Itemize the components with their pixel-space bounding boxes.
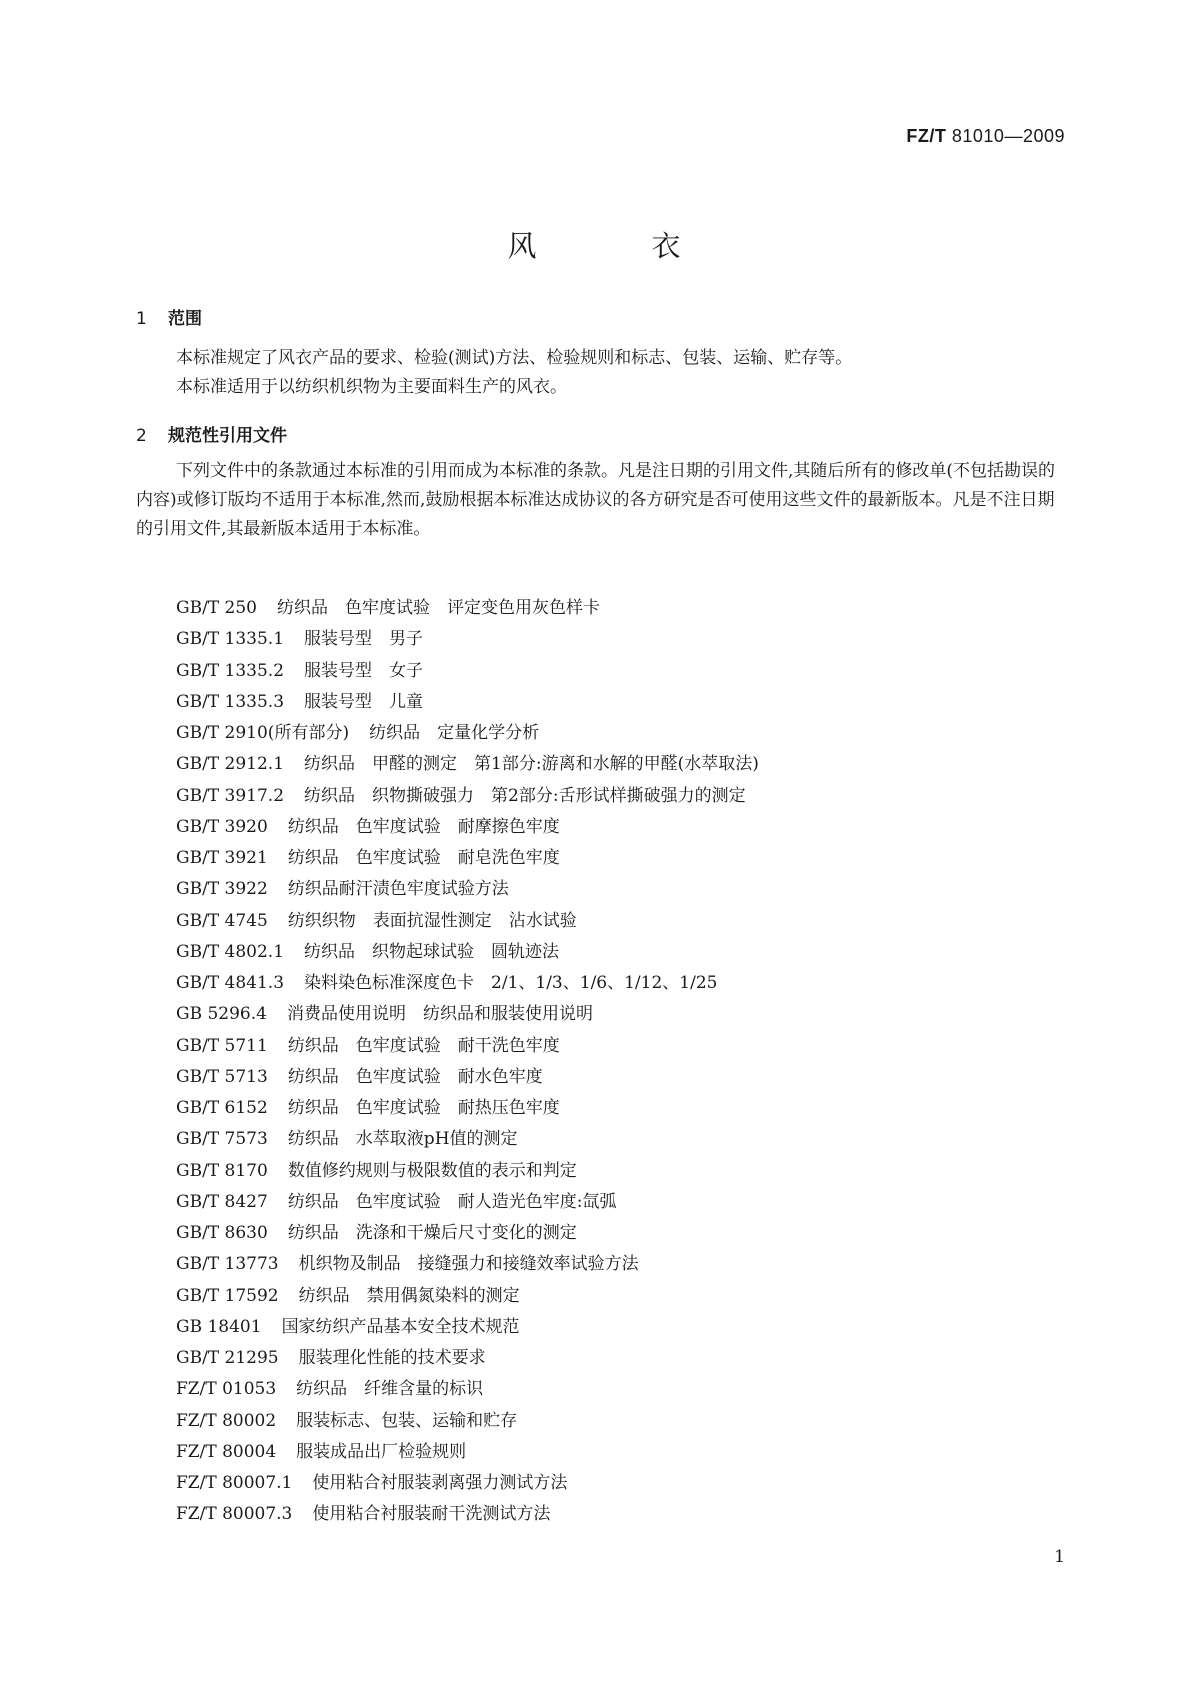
reference-code: GB/T 7573 xyxy=(176,1129,268,1150)
reference-title: 纺织品 色牢度试验 耐热压色牢度 xyxy=(287,1098,560,1118)
section-2-number: 2 xyxy=(136,426,147,446)
reference-title: 服装号型 女子 xyxy=(304,660,424,681)
reference-title: 纺织品 色牢度试验 耐水色牢度 xyxy=(287,1066,543,1087)
reference-title: 机织物及制品 接缝强力和接缝效率试验方法 xyxy=(298,1254,639,1275)
reference-item xyxy=(176,1281,759,1312)
reference-code: GB/T 8170 xyxy=(176,1160,268,1181)
reference-title: 纺织织物 表面抗湿性测定 沾水试验 xyxy=(287,910,577,931)
reference-title: 纺织品 纤维含量的标识 xyxy=(296,1379,484,1400)
reference-title: 纺织品 定量化学分析 xyxy=(369,723,540,743)
reference-code: FZ/T 80004 xyxy=(176,1441,277,1462)
reference-item xyxy=(176,937,759,968)
section-2-intro xyxy=(136,457,1066,544)
reference-code: GB/T 3921 xyxy=(176,848,268,868)
reference-code: FZ/T 80007.3 xyxy=(176,1504,293,1525)
reference-code: GB/T 1335.3 xyxy=(176,691,285,712)
reference-item xyxy=(176,843,759,874)
reference-code: FZ/T 01053 xyxy=(176,1379,277,1400)
reference-item xyxy=(176,1312,759,1343)
reference-code: GB/T 17592 xyxy=(176,1285,279,1306)
reference-item xyxy=(176,624,759,655)
standard-code-prefix: FZ/T xyxy=(906,126,947,146)
reference-code: GB/T 3917.2 xyxy=(176,785,285,806)
reference-item xyxy=(176,1437,759,1468)
reference-title: 纺织品 色牢度试验 耐干洗色牢度 xyxy=(287,1035,560,1056)
standard-code-number: 81010—2009 xyxy=(951,126,1065,146)
reference-code: GB 18401 xyxy=(176,1316,262,1337)
reference-code: GB/T 3920 xyxy=(176,816,268,837)
reference-title: 服装号型 男子 xyxy=(304,629,424,650)
reference-title: 纺织品 色牢度试验 耐摩擦色牢度 xyxy=(287,816,560,837)
reference-title: 纺织品 禁用偶氮染料的测定 xyxy=(298,1285,520,1306)
reference-code: GB/T 13773 xyxy=(176,1254,279,1275)
reference-item xyxy=(176,1468,759,1499)
reference-code: GB/T 2910(所有部分) xyxy=(176,723,350,743)
reference-item xyxy=(176,874,759,905)
reference-item xyxy=(176,749,759,780)
section-2-heading xyxy=(136,421,287,446)
reference-item xyxy=(176,968,759,999)
reference-code: GB/T 8630 xyxy=(176,1223,268,1243)
section-2-intro-text: 下列文件中的条款通过本标准的引用而成为本标准的条款。凡是注日期的引用文件,其随后所有的修改单(不包括勘误的内容)或修订版均不适用于本标准,然而,鼓励根据本标准达成协议的各方研究是否可使用这些文件的最新版本。凡是不注日期的引用文件,其最新版本适用于本标准。 xyxy=(136,461,1056,539)
reference-code: GB/T 4841.3 xyxy=(176,973,285,993)
reference-title: 纺织品 水萃取液pH值的测定 xyxy=(287,1129,518,1150)
reference-title: 使用粘合衬服装剥离强力测试方法 xyxy=(312,1473,568,1493)
reference-item xyxy=(176,1249,759,1280)
reference-code: GB/T 4745 xyxy=(176,910,268,931)
reference-title: 服装号型 儿童 xyxy=(304,691,424,712)
section-1-heading xyxy=(136,304,202,329)
reference-item xyxy=(176,1406,759,1437)
section-1-title: 范围 xyxy=(168,309,202,329)
reference-code: FZ/T 80007.1 xyxy=(176,1473,293,1493)
reference-item xyxy=(176,1093,759,1124)
reference-code: GB/T 21295 xyxy=(176,1348,279,1368)
reference-item xyxy=(176,1187,759,1218)
reference-title: 纺织品耐汗渍色牢度试验方法 xyxy=(287,879,509,900)
reference-title: 纺织品 色牢度试验 评定变色用灰色样卡 xyxy=(277,598,600,618)
reference-code: FZ/T 80002 xyxy=(176,1410,277,1431)
document-title-char-2: 衣 xyxy=(651,229,684,263)
reference-title: 染料染色标准深度色卡 2/1、1/3、1/6、1/12、1/25 xyxy=(304,973,718,993)
reference-code: GB/T 1335.1 xyxy=(176,629,285,650)
reference-title: 纺织品 色牢度试验 耐人造光色牢度:氙弧 xyxy=(287,1191,617,1212)
reference-title: 服装标志、包装、运输和贮存 xyxy=(296,1410,518,1431)
reference-title: 纺织品 织物起球试验 圆轨迹法 xyxy=(304,941,560,962)
reference-item xyxy=(176,1343,759,1374)
reference-title: 纺织品 甲醛的测定 第1部分:游离和水解的甲醛(水萃取法) xyxy=(304,754,759,775)
document-title xyxy=(0,224,1191,265)
reference-item xyxy=(176,1124,759,1155)
reference-item xyxy=(176,718,759,749)
reference-code: GB/T 3922 xyxy=(176,879,268,900)
reference-code: GB/T 8427 xyxy=(176,1191,268,1212)
reference-code: GB/T 4802.1 xyxy=(176,941,285,962)
reference-item xyxy=(176,1218,759,1249)
reference-item xyxy=(176,593,759,624)
page-number: 1 xyxy=(1054,1547,1065,1567)
reference-code: GB/T 2912.1 xyxy=(176,754,285,775)
reference-item xyxy=(176,812,759,843)
reference-title: 使用粘合衬服装耐干洗测试方法 xyxy=(312,1504,551,1525)
section-1-number: 1 xyxy=(136,309,147,329)
reference-title: 消费品使用说明 纺织品和服装使用说明 xyxy=(286,1004,593,1025)
reference-title: 国家纺织产品基本安全技术规范 xyxy=(281,1316,520,1337)
reference-item xyxy=(176,1031,759,1062)
reference-title: 数值修约规则与极限数值的表示和判定 xyxy=(287,1160,577,1181)
reference-item xyxy=(176,999,759,1030)
reference-title: 纺织品 色牢度试验 耐皂洗色牢度 xyxy=(287,848,560,868)
reference-list xyxy=(176,593,759,1531)
reference-code: GB/T 6152 xyxy=(176,1098,268,1118)
reference-code: GB/T 1335.2 xyxy=(176,660,285,681)
section-2-title: 规范性引用文件 xyxy=(168,426,287,446)
reference-item xyxy=(176,687,759,718)
reference-title: 服装成品出厂检验规则 xyxy=(296,1441,467,1462)
section-1-paragraph: 本标准适用于以纺织机织物为主要面料生产的风衣。 xyxy=(176,377,567,397)
reference-code: GB 5296.4 xyxy=(176,1004,267,1025)
reference-code: GB/T 5711 xyxy=(176,1035,268,1056)
reference-code: GB/T 250 xyxy=(176,598,257,618)
reference-title: 纺织品 织物撕破强力 第2部分:舌形试样撕破强力的测定 xyxy=(304,785,746,806)
reference-title: 纺织品 洗涤和干燥后尺寸变化的测定 xyxy=(287,1223,577,1243)
reference-item xyxy=(176,781,759,812)
standard-code xyxy=(906,126,1065,147)
reference-item xyxy=(176,906,759,937)
reference-item xyxy=(176,1499,759,1530)
reference-item xyxy=(176,656,759,687)
document-title-char-1: 风 xyxy=(507,229,540,263)
section-1-paragraph: 本标准规定了风衣产品的要求、检验(测试)方法、检验规则和标志、包装、运输、贮存等。 xyxy=(176,348,853,368)
reference-item xyxy=(176,1062,759,1093)
reference-code: GB/T 5713 xyxy=(176,1066,268,1087)
reference-title: 服装理化性能的技术要求 xyxy=(298,1348,486,1368)
reference-item xyxy=(176,1374,759,1405)
reference-item xyxy=(176,1156,759,1187)
section-1-body xyxy=(136,344,1066,402)
